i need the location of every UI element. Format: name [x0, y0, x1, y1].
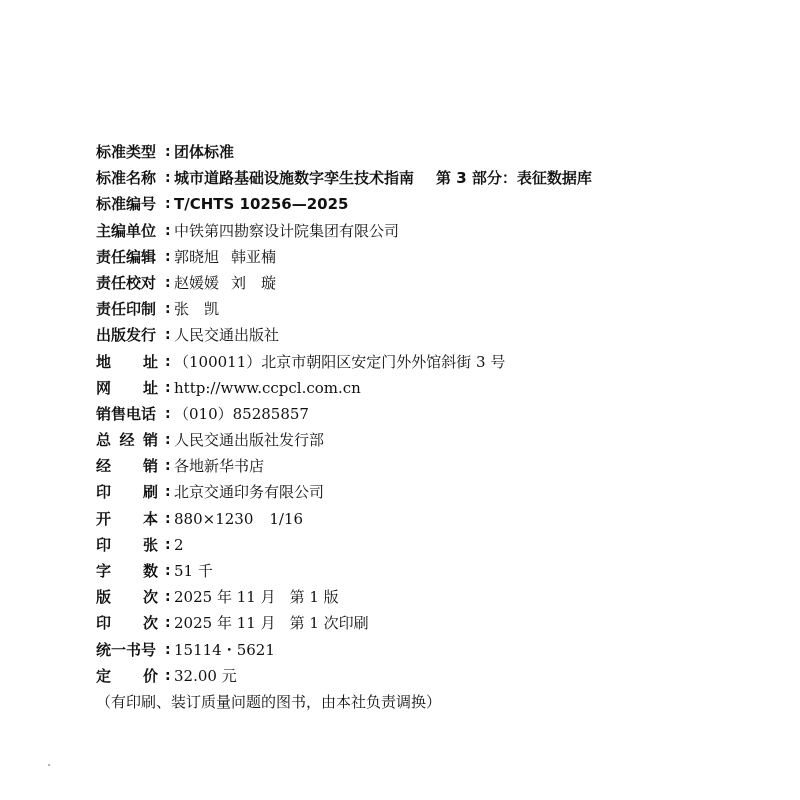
- value-distributor: 各地新华书店: [174, 457, 265, 476]
- value-general-distributor: 人民交通出版社发行部: [174, 431, 325, 450]
- row-printer: 印 刷 : 北京交通印务有限公司: [96, 479, 756, 505]
- label-print-manager: 责任印制: [96, 300, 157, 319]
- quality-note: （有印刷、装订质量问题的图书，由本社负责调换）: [96, 692, 442, 711]
- row-standard-name: 标准名称 : 城市道路基础设施数字孪生技术指南 第 3 部分：表征数据库: [96, 165, 756, 191]
- label-printed-sheets: 印 张: [96, 535, 158, 554]
- value-price: 32.00 元: [174, 666, 237, 685]
- value-standard-name: 城市道路基础设施数字孪生技术指南 第 3 部分：表征数据库: [174, 169, 592, 188]
- row-chief-editor-unit: 主编单位 : 中铁第四勘察设计院集团有限公司: [96, 218, 756, 244]
- value-printing: 2025 年 11 月 第 1 次印刷: [174, 614, 369, 633]
- scan-speck: [48, 764, 50, 766]
- row-general-distributor: 总 经 销 : 人民交通出版社发行部: [96, 427, 756, 453]
- label-standard-name: 标准名称: [96, 169, 157, 188]
- value-printer: 北京交通印务有限公司: [174, 483, 325, 502]
- value-chief-editor-unit: 中铁第四勘察设计院集团有限公司: [174, 221, 400, 240]
- row-sales-phone: 销售电话 : （010）85285857: [96, 401, 756, 427]
- label-book-number: 统一书号: [96, 640, 157, 659]
- label-standard-number: 标准编号: [96, 195, 157, 214]
- label-price: 定 价: [96, 666, 158, 685]
- label-word-count: 字 数: [96, 562, 158, 580]
- value-proofreader: 赵媛媛 刘 璇: [174, 273, 277, 292]
- label-general-distributor: 总 经 销: [96, 431, 158, 450]
- row-publisher: 出版发行 : 人民交通出版社: [96, 322, 756, 348]
- row-book-number: 统一书号 : 15114・5621: [96, 637, 756, 663]
- label-printing: 印 次: [96, 614, 158, 633]
- row-word-count: 字 数 : 51 千: [96, 558, 756, 584]
- row-address: 地 址 : （100011）北京市朝阳区安定门外外馆斜街 3 号: [96, 349, 756, 375]
- value-print-manager: 张 凯: [174, 300, 220, 319]
- row-price: 定 价 : 32.00 元: [96, 663, 756, 689]
- row-responsible-editor: 责任编辑 : 郭晓旭 韩亚楠: [96, 244, 756, 270]
- value-edition: 2025 年 11 月 第 1 版: [174, 588, 339, 607]
- value-word-count: 51 千: [174, 562, 213, 580]
- value-standard-type: 团体标准: [174, 143, 235, 161]
- label-edition: 版 次: [96, 588, 158, 607]
- label-distributor: 经 销: [96, 457, 158, 476]
- label-sales-phone: 销售电话: [96, 404, 157, 423]
- label-standard-type: 标准类型: [96, 143, 157, 161]
- row-quality-note: [96, 689, 756, 715]
- value-book-number: 15114・5621: [174, 640, 275, 659]
- label-responsible-editor: 责任编辑: [96, 247, 157, 266]
- value-standard-number: T/CHTS 10256—2025: [174, 195, 349, 214]
- row-standard-type: 标准类型 : 团体标准: [96, 139, 756, 165]
- label-proofreader: 责任校对: [96, 273, 157, 292]
- label-address: 地 址: [96, 352, 158, 371]
- value-sales-phone: （010）85285857: [174, 404, 309, 423]
- row-website: 网 址 : http://www.ccpcl.com.cn: [96, 375, 756, 401]
- row-printed-sheets: 印 张 : 2: [96, 532, 756, 558]
- row-standard-number: 标准编号 : T/CHTS 10256—2025: [96, 191, 756, 217]
- row-distributor: 经 销 : 各地新华书店: [96, 453, 756, 479]
- label-printer: 印 刷: [96, 483, 158, 502]
- colophon: [96, 139, 756, 715]
- value-printed-sheets: 2: [174, 535, 184, 554]
- value-publisher: 人民交通出版社: [174, 326, 280, 345]
- label-publisher: 出版发行: [96, 326, 157, 345]
- row-printing: 印 次 : 2025 年 11 月 第 1 次印刷: [96, 610, 756, 636]
- label-chief-editor-unit: 主编单位: [96, 221, 157, 240]
- value-format: 880×1230 1/16: [174, 509, 304, 528]
- label-website: 网 址: [96, 378, 158, 397]
- label-format: 开 本: [96, 509, 158, 528]
- row-proofreader: 责任校对 : 赵媛媛 刘 璇: [96, 270, 756, 296]
- row-edition: 版 次 : 2025 年 11 月 第 1 版: [96, 584, 756, 610]
- value-address: （100011）北京市朝阳区安定门外外馆斜街 3 号: [174, 352, 506, 371]
- value-responsible-editor: 郭晓旭 韩亚楠: [174, 247, 277, 266]
- value-website: http://www.ccpcl.com.cn: [174, 378, 361, 397]
- row-format: 开 本 : 880×1230 1/16: [96, 506, 756, 532]
- value-standard-part: 第 3 部分：表征数据库: [436, 169, 592, 188]
- row-print-manager: 责任印制 : 张 凯: [96, 296, 756, 322]
